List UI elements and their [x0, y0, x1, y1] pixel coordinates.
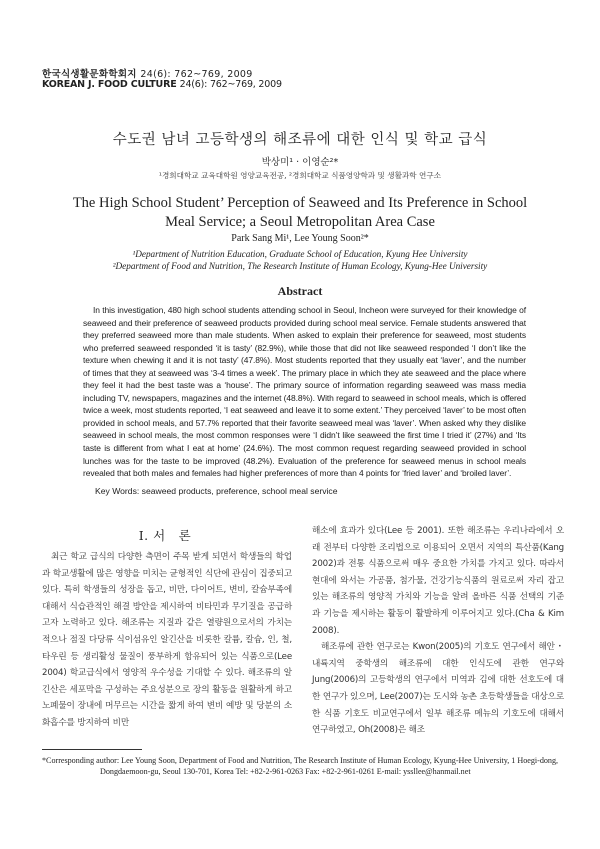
- keywords: [95, 486, 338, 496]
- journal-name-kr: 한국식생활문화학회지: [42, 69, 137, 80]
- footnote-line-2: Dongdaemoon-gu, Seoul 130-701, Korea Tel: +82-2-961-0263 Fax: +82-2-961-0261 E-mail: yssllee@hanmail.net: [100, 767, 471, 776]
- journal-citation-en: 24(6): 762~769, 2009: [179, 79, 282, 90]
- paper-title-kr: 수도권 남녀 고등학생의 해조류에 대한 인식 및 학교 급식: [112, 132, 488, 148]
- affiliations-kr: ¹경희대학교 교육대학원 영양교육전공, ²경희대학교 식품영양학과 및 생활과학 연구소: [158, 171, 442, 180]
- affiliation-en-2: ²Department of Food and Nutrition, The Research Institute of Human Ecology, Kyung-Hee University: [112, 261, 488, 271]
- corresponding-author-footnote: [42, 755, 562, 777]
- journal-citation-kr: 24(6): 762~769, 2009: [140, 69, 253, 80]
- authors-en: Park Sang Mi¹, Lee Young Soon²*: [231, 233, 369, 244]
- authors-kr: 박상미¹ · 이영순²*: [261, 157, 339, 168]
- body-left-column: 최근 학교 급식의 다양한 측면이 주목 받게 되면서 학생들의 학업과 학교생활에 많은 영향을 미치는 균형적인 식단에 관심이 집중되고 있다. 특히 학생들의 성장을 돕고, 비만, 다이어트, 변비, 칼슘부족에 대해서 식습관적인 해결 방안을 제시하여 비타민과 무기질을 공급하고자 노력하고 있다. 해조류는 지질과 같은 열량원으로서의 가치는 적으나 점질 다당류 식이섬유인 알긴산을 비롯한 칼륨, 칼슘, 인, 철, 타우린 등 생리활성 물질이 풍부하게 함유되어 있는 식품으로(Lee 2004) 학교급식에서 영양적 우수성을 기대할 수 있다. 해조류의 알긴산은 세포막을 구성하는 주요성분으로 장의 활동을 원활하게 하고 노폐물이 장내에 머무르는 시간을 짧게 하여 변비 예방 및 당분의 소화흡수를 방지하여 비만: [42, 552, 292, 728]
- body-right-column: [312, 523, 564, 739]
- keywords-text: seaweed products, preference, school meal service: [141, 486, 338, 496]
- journal-header-kr: [42, 66, 253, 80]
- footnote-line-1: *Corresponding author: Lee Young Soon, Department of Food and Nutrition, The Research Institute of Human Ecology, Kyung-Hee University, 1 Hoegi-dong,: [42, 756, 559, 765]
- section-heading-introduction: I. 서 론: [138, 528, 192, 543]
- keywords-label: Key Words:: [95, 486, 140, 496]
- affiliation-en-1: ¹Department of Nutrition Education, Graduate School of Education, Kyung Hee University: [132, 249, 468, 259]
- body-right-paragraph-1: 해소에 효과가 있다(Lee 등 2001). 또한 해조류는 우리나라에서 오래 전부터 다양한 조리법으로 이용되어 오면서 지역의 특산품(Kang 2002)과 전통 식품으로써 매우 중요한 가치를 가지고 있다. 따라서 현대에 와서는 가공품, 첨가물, 건강기능식품의 원료로써 자리 잡고 있는 해조류의 영양적 가치와 기능을 알려 올바른 식품 선택의 기준과 기능을 제시하는 활동이 활발하게 이루어지고 있다.(Cha & Kim 2008).: [312, 526, 564, 636]
- body-right-paragraph-2: 해조류에 관한 연구로는 Kwon(2005)의 기호도 연구에서 해안・내륙지역 중학생의 해조류에 대한 인식도에 관한 연구와 Jung(2006)의 고등학생의 연구에서 미역과 김에 대한 선호도에 대한 연구가 있으며, Lee(2007)는 도시와 농촌 초등학생들을 대상으로 한 식품 기호도 비교연구에서 일부 해조류 메뉴의 기호도에 대해서 연구하였고, Oh(2008)은 해조: [312, 642, 564, 736]
- abstract-text: In this investigation, 480 high school students attending school in Seoul, Incheon were surveyed for their knowledge of seaweed and their preference of seaweed products provided during school meal service. Female students answered that they preferred seaweed more than male students. When asked to explain their preference for seaweed, most students who preferred seaweed responded ‘it is tasty’ (82.9%), while those that did not like seaweed responded ‘I don’t like the texture when chewing it and it is not tasty’ (47.8%). Most students reported that they usually eat ‘laver’, and the number of times that they at seaweed was ‘3-4 times a week’. The primary place in which they ate seaweed and the place where they feel it had the best taste was a ‘house’. The primary source of information regarding seaweed was mass media including TV, newspapers, magazines and the internet (48.8%). With regard to seaweed in school meals, which is offered twice a week, most students reported, ‘I eat seaweed and leave it to some extent.’ They perceived ‘laver’ to be most often provided in school meals, and 57.7% reported that their favorite seaweed meal was ‘laver’. When asked why they dislike seaweed in school meals, the most common responses were ‘I didn’t like seaweed the first time I tried it’ (27%) and ‘Its taste is different from what I eat at home’ (24.6%). The most common request regarding seaweed provided in school lunches was for the taste to be improved (48.2%). Evaluation of the preference for seaweed menus in school meals revealed that both males and females had higher preferences of more than 4 points for ‘fried laver’ and ‘broiled laver’.: [83, 305, 526, 479]
- footnote-divider: [42, 749, 142, 750]
- abstract-heading: Abstract: [277, 284, 323, 298]
- journal-header-en: [42, 79, 282, 90]
- journal-name-en: KOREAN J. FOOD CULTURE: [42, 79, 177, 90]
- paper-title-en: The High School Student’ Perception of Seaweed and Its Preference in School Meal Service; a Seoul Metropolitan Area Case: [72, 195, 528, 230]
